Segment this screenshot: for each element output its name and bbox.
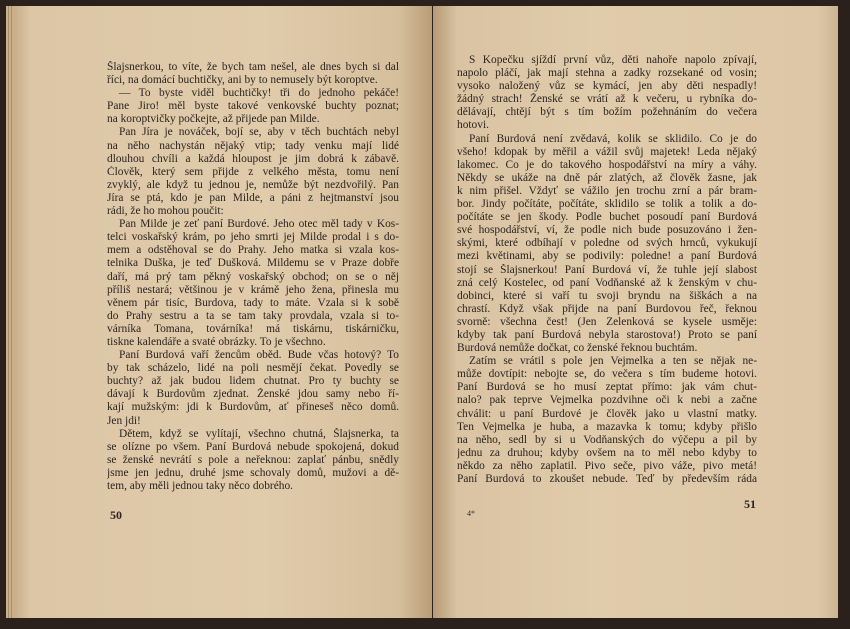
text-line: Ten Vejmelka je huba, a mazavka k tomu; kdyby přišlo: [457, 420, 757, 433]
text-line: své hospodářství, ví, že podle nich bude posuzováno i žen-: [457, 224, 757, 237]
text-line: Pan Milde je zeť paní Burdové. Jeho otec měl tady v Kos-: [119, 218, 399, 231]
text-line: tiskne kalendáře a svaté obrázky. To je všechno.: [107, 335, 326, 348]
text-line: dlouhou chvíli a každá hloupost je jim dobrá k zábavě.: [107, 152, 399, 165]
right-page-text: [457, 54, 757, 486]
text-line: kají mužským: jdi k Burdovům, ať přineseš něco domů.: [107, 401, 399, 414]
text-line: Paní Burdová není zvědavá, kolik se sklidilo. Co je do: [469, 132, 757, 145]
text-line: várníka Tomana, továrníka! má tiskárnu, tiskárničku,: [107, 322, 399, 335]
text-line: všeho! kdopak by měřil a vážil svůj majetek! Leda nějaký: [457, 145, 757, 158]
text-line: — To byste viděl buchtičky! tři do jednoho pekáče!: [119, 87, 399, 100]
text-line: jednu za druhou; kdyby ovšem na to měl nebo kdyby to: [457, 446, 757, 459]
text-line: Paní Burdová to zkoušet nebude. Teď by především ráda: [457, 473, 757, 485]
text-line: svorně: všechna čest! (Jen Zelenková se kysele usměje:: [457, 315, 757, 328]
text-line: lakomec. Co je do takového hospodářství na míry a váhy.: [457, 158, 757, 171]
text-line: zná celý Kostelec, od paní Vodňanské až k ženským v chu-: [457, 276, 757, 289]
text-line: S Kopečku sjíždí první vůz, děti nahoře napolo zpívají,: [469, 54, 757, 66]
text-line: k nim přišel. Vždyť se vážilo jen trochu zrní a pár bram-: [457, 184, 757, 197]
text-line: Zatím se vrátil s pole jen Vejmelka a ten se nějak ne-: [469, 355, 757, 368]
text-line: vysoko naložený vůz se kymácí, jen aby děti nespadly!: [457, 80, 757, 93]
text-line: dobinci, které si vaří tu svoji bryndu na šiškách a na: [457, 289, 757, 302]
text-line: Pan Jíra je nováček, bojí se, aby v těch buchtách nebyl: [119, 126, 399, 139]
text-line: mezi květinami, aby se podivily: poledne! a paní Burdová: [457, 250, 757, 263]
text-line: příliš nestará; většinou je v krámě jeho žena, přinesla mu: [107, 283, 399, 296]
text-line: jsme jen jednu, druhé jsme schovaly domů, mužovi a dě-: [107, 466, 399, 479]
text-line: Jíra se ptá, kdo je pan Milde, a páni z hejtmanství jsou: [107, 191, 399, 204]
text-line: kdyby tak paní Burdová nebyla starostova!) Proto se paní: [457, 328, 757, 341]
page-number-right: 51: [744, 497, 756, 511]
text-line: se ženské nevrátí s pole a neřeknou: zaplať pánbu, snědly: [107, 453, 399, 466]
text-line: daří, má prý tam pěkný voskařský obchod; on se o něj: [107, 270, 399, 283]
text-line: někdo za něho zaplatil. Pivo seče, pivo váže, pivo metá!: [457, 459, 757, 472]
text-line: Paní Burdová se ho musí zeptat přímo: jak vám chut-: [457, 381, 757, 394]
text-line: Paní Burdová vaří žencům oběd. Bude včas hotový? To: [119, 349, 399, 362]
text-line: na něho nachystán nějaký vtip; tady venku mají lidé: [107, 139, 399, 152]
text-line: Jen jdi!: [107, 414, 141, 427]
text-line: buchty? až jak budou lidem chutnat. Pro ty buchty se: [107, 375, 399, 388]
text-line: na něho, sedl by si u Vodňanských do výčepu a pil by: [457, 433, 757, 446]
text-line: zvyklý, ale když tu jednou je, nemůže být nezdvořilý. Pan: [107, 178, 399, 191]
left-page: [14, 6, 432, 618]
text-line: hotovi.: [457, 119, 489, 132]
text-line: říci, na domácí buchtičky, ani by to nemusely být koroptve.: [107, 74, 378, 87]
page-number-left: 50: [110, 508, 122, 522]
text-line: dávají k Burdovům zjednat. Ženské jdou samy nebo ří-: [107, 388, 399, 401]
text-line: na koroptvičky počkejte, až přijede pan Milde.: [107, 113, 320, 126]
text-line: Člověk, který sem přijde z velkého města, tomu není: [107, 165, 399, 178]
text-line: věnem pár tisíc, Burdova, tady to máte. Vzala si k sobě: [107, 296, 399, 309]
text-line: Pane Jiro! měl byste takové venkovské buchty poznat;: [107, 100, 399, 113]
text-line: dělávají, chtějí být s tím božím požehnáním do večera: [457, 106, 757, 119]
text-line: se olízne po všem. Paní Burdová nebude spokojená, dokud: [107, 440, 399, 453]
text-line: telci voskařský krám, po jeho smrti jej Milde prodal i s do-: [107, 231, 399, 244]
text-line: do Prahy sestru a ta se tam taky provdala, vzala si to-: [107, 309, 399, 322]
text-line: skými, které odbíhají v poledne od svých hrnců, vykukují: [457, 237, 757, 250]
text-line: Někdy se ukáže na dně pár zlatých, až člověk žasne, jak: [457, 171, 757, 184]
text-line: napolo pláčí, jak mají stehna a zadky rozsekané od vosin;: [457, 67, 757, 80]
text-line: stojí se Šlajsnerkou! Paní Burdová ví, že tuhle její slabost: [457, 263, 757, 276]
text-line: bor. Jindy počítáte, počítáte, sklidilo se tolik a tolik a do-: [457, 198, 757, 211]
text-line: Burdová nemůže dočkat, co ženské řeknou buchtám.: [457, 342, 698, 355]
text-line: může dovtípit: nebojte se, do večera s tím budeme hotovi.: [457, 368, 757, 381]
right-page: [433, 6, 838, 618]
text-line: by tak scházelo, lidé na poli nesmějí čekat. Povedly se: [107, 362, 399, 375]
text-line: chválit: u paní Burdové je člověk jako u vlastní matky.: [457, 407, 757, 420]
text-line: rádi, že ho mohou poučit:: [107, 205, 224, 218]
text-line: žádný strach! Ženské se vrátí až k večeru, u rybníka do-: [457, 93, 757, 106]
signature-mark: 4*: [467, 509, 475, 518]
text-line: nalo? pak teprve Vejmelka pozdvihne oči k nebi a začne: [457, 394, 757, 407]
text-line: Šlajsnerkou, to víte, že bych tam nešel, ale dnes bych si dal: [107, 61, 399, 73]
text-line: mem a odstěhoval se do Prahy. Jeho matka si vzala kos-: [107, 244, 399, 257]
text-line: Dětem, když se vylítají, všechno chutná, Šlajsnerka, ta: [119, 427, 399, 440]
text-line: tem, aby měli jednou taky něco dobrého.: [107, 480, 293, 492]
text-line: chrastí. Když však přijde na paní Burdovou řeč, řeknou: [457, 302, 757, 315]
left-page-text: [107, 61, 399, 493]
text-line: počítáte se jen škody. Podle buchet posoudí paní Burdová: [457, 211, 757, 224]
text-line: telnika Duška, je teď Dušková. Mildemu se v Praze dobře: [107, 257, 399, 270]
